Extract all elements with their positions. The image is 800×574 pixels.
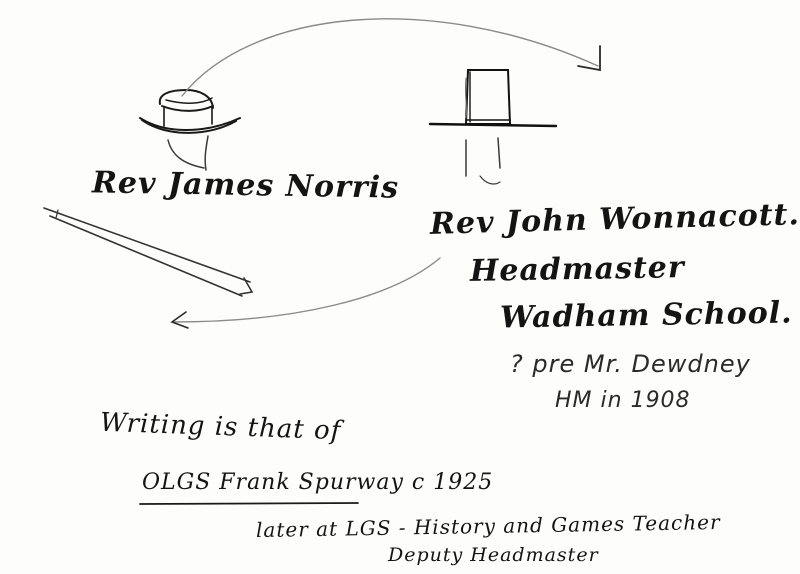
pencil-stroke-sketch bbox=[44, 208, 252, 296]
deputy-headmaster-note: Deputy Headmaster bbox=[388, 544, 599, 566]
face-outline-sketch bbox=[168, 136, 208, 170]
writer-underline bbox=[140, 503, 358, 504]
attribution-intro: Writing is that of bbox=[99, 407, 342, 447]
headmaster-label: Headmaster bbox=[469, 250, 685, 289]
hm-1908-note: HM in 1908 bbox=[555, 388, 691, 413]
school-name-label: Wadham School. bbox=[499, 295, 793, 336]
writer-name: OLGS Frank Spurway c 1925 bbox=[142, 470, 494, 495]
dewdney-note: ? pre Mr. Dewdney bbox=[510, 350, 751, 378]
later-career-note: later at LGS - History and Games Teacher bbox=[255, 509, 721, 543]
top-hat-sketch bbox=[430, 70, 556, 126]
wonnacott-name-label: Rev John Wonnacott. bbox=[429, 197, 800, 242]
wide-brim-hat-sketch bbox=[140, 90, 240, 133]
curved-arrow-right bbox=[182, 19, 600, 96]
norris-name-label: Rev James Norris bbox=[91, 165, 400, 206]
figure-body-sketch bbox=[466, 138, 500, 184]
